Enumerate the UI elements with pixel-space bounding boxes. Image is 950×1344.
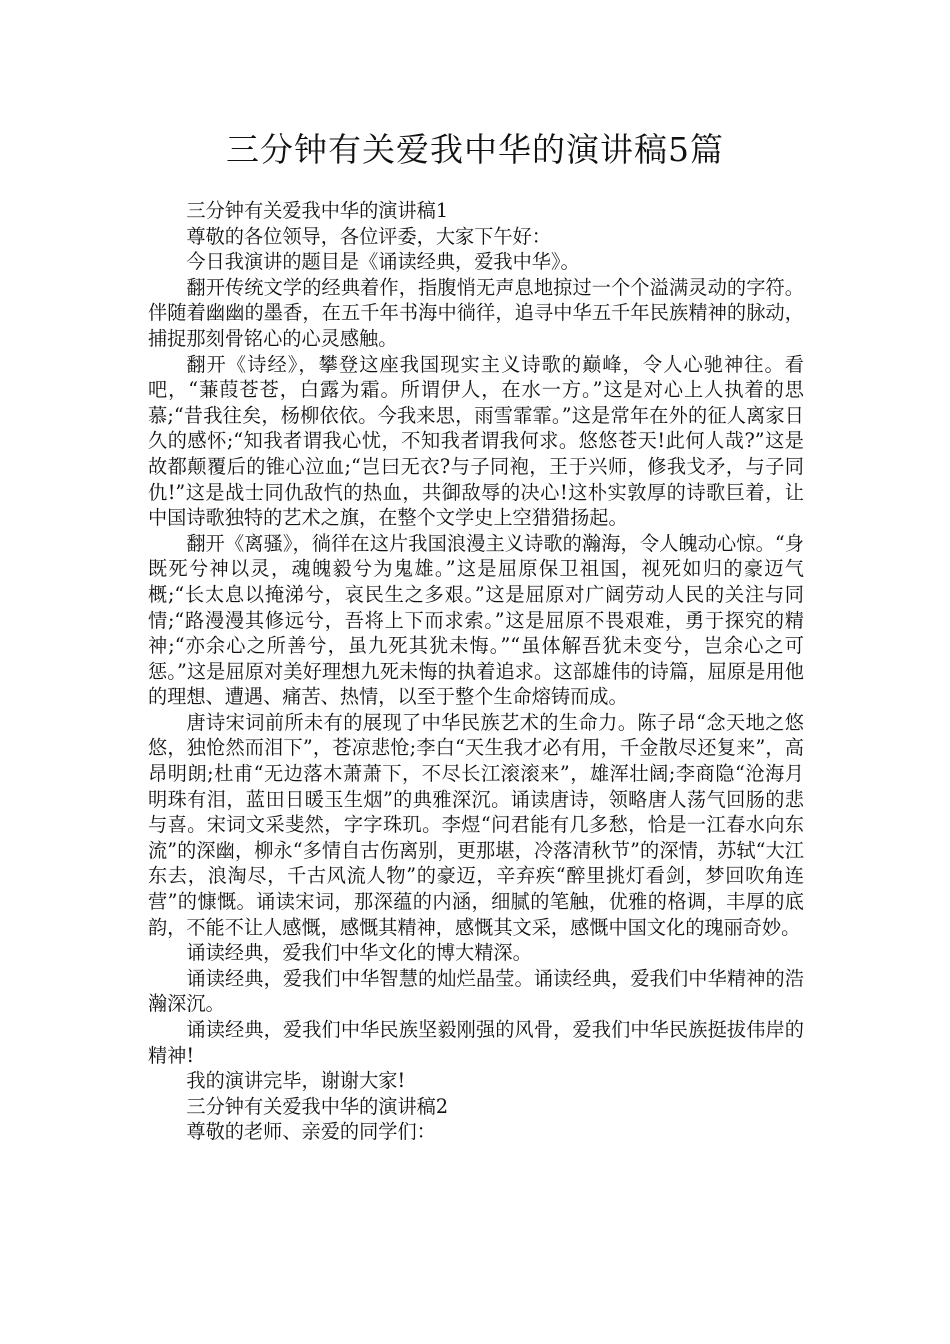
lisao-paragraph: 翻开《离骚》，徜徉在这片我国浪漫主义诗歌的瀚海，令人魄动心惊。“身既死兮神以灵，魂魄毅兮为鬼雄。”这是屈原保卫祖国，视死如归的豪迈气概;“长太息以掩涕兮，哀民生之多艰。”这是屈原对广阔劳动人民的关注与同情;“路漫漫其修远兮，吾将上下而求索。”这是屈原不畏艰难，勇于探究的精神;“亦余心之所善兮，虽九死其犹未悔。”“虽体解吾犹未变兮，岂余心之可惩。”这是屈原对美好理想九死未悔的执着追求。这部雄伟的诗篇，屈原是用他的理想、遭遇、痛苦、热情，以至于整个生命熔铸而成。 — [148, 531, 804, 709]
wisdom-paragraph: 诵读经典，爱我们中华智慧的灿烂晶莹。诵读经典，爱我们中华精神的浩瀚深沉。 — [148, 966, 804, 1016]
greeting-paragraph: 尊敬的各位领导，各位评委，大家下午好： — [186, 224, 551, 248]
spirit-paragraph: 诵读经典，爱我们中华民族坚毅刚强的风骨，爱我们中华民族挺拔伟岸的精神! — [148, 1018, 804, 1067]
tang-song-paragraph: 唐诗宋词前所未有的展现了中华民族艺术的生命力。陈子昂“念天地之悠悠，独怆然而泪下”，苍凉悲怆;李白“天生我才必有用，千金散尽还复来”，高昂明朗;杜甫“无边落木萧萧下，不尽长江滚滚来”，雄浑壮阔;李商隐“沧海月明珠有泪，蓝田日暖玉生烟”的典雅深沉。诵读唐诗，领略唐人荡气回肠的悲与喜。宋词文采斐然，字字珠玑。李煜“问君能有几多愁，恰是一江春水向东流”的深幽，柳永“多情自古伤离别，更那堪，冷落清秋节”的深情，苏轼“大江东去，浪淘尽，千古风流人物”的豪迈，辛弃疾“醉里挑灯看剑，梦回吹角连营”的慷慨。诵读宋词，那深蕴的内涵，细腻的笔触，优雅的格调，丰厚的底韵，不能不让人感慨，感慨其精神，感慨其文采，感慨中国文化的瑰丽奇妙。 — [148, 710, 804, 939]
culture-paragraph: 诵读经典，爱我们中华文化的博大精深。 — [186, 941, 532, 965]
section-heading-2: 三分钟有关爱我中华的演讲稿2 — [186, 1094, 449, 1118]
document-body — [148, 198, 804, 1145]
topic-paragraph: 今日我演讲的题目是《诵读经典，爱我中华》。 — [186, 250, 580, 274]
intro-paragraph: 翻开传统文学的经典着作，指腹悄无声息地掠过一个个溢满灵动的字符。伴随着幽幽的墨香，在五千年书海中徜徉，追寻中华五千年民族精神的脉动，捕捉那刻骨铭心的心灵感触。 — [148, 275, 804, 350]
shijing-paragraph: 翻开《诗经》，攀登这座我国现实主义诗歌的巅峰，令人心驰神往。看吧，“蒹葭苍苍，白露为霜。所谓伊人，在水一方。”这是对心上人执着的思慕;“昔我往矣，杨柳依依。今我来思，雨雪霏霏。”这是常年在外的征人离家日久的感怀;“知我者谓我心忧，不知我者谓我何求。悠悠苍天!此何人哉?”这是故都颠覆后的锥心泣血;“岂曰无衣?与子同袍，王于兴师，修我戈矛，与子同仇!”这是战士同仇敌忾的热血，共御敌辱的决心!这朴实敦厚的诗歌巨着，让中国诗歌独特的艺术之旗，在整个文学史上空猎猎扬起。 — [148, 352, 804, 530]
greeting-paragraph-2: 尊敬的老师、亲爱的同学们： — [186, 1120, 436, 1144]
closing-paragraph: 我的演讲完毕，谢谢大家! — [186, 1069, 406, 1093]
section-heading-1: 三分钟有关爱我中华的演讲稿1 — [186, 199, 449, 222]
document-title: 三分钟有关爱我中华的演讲稿5篇 — [226, 130, 724, 169]
